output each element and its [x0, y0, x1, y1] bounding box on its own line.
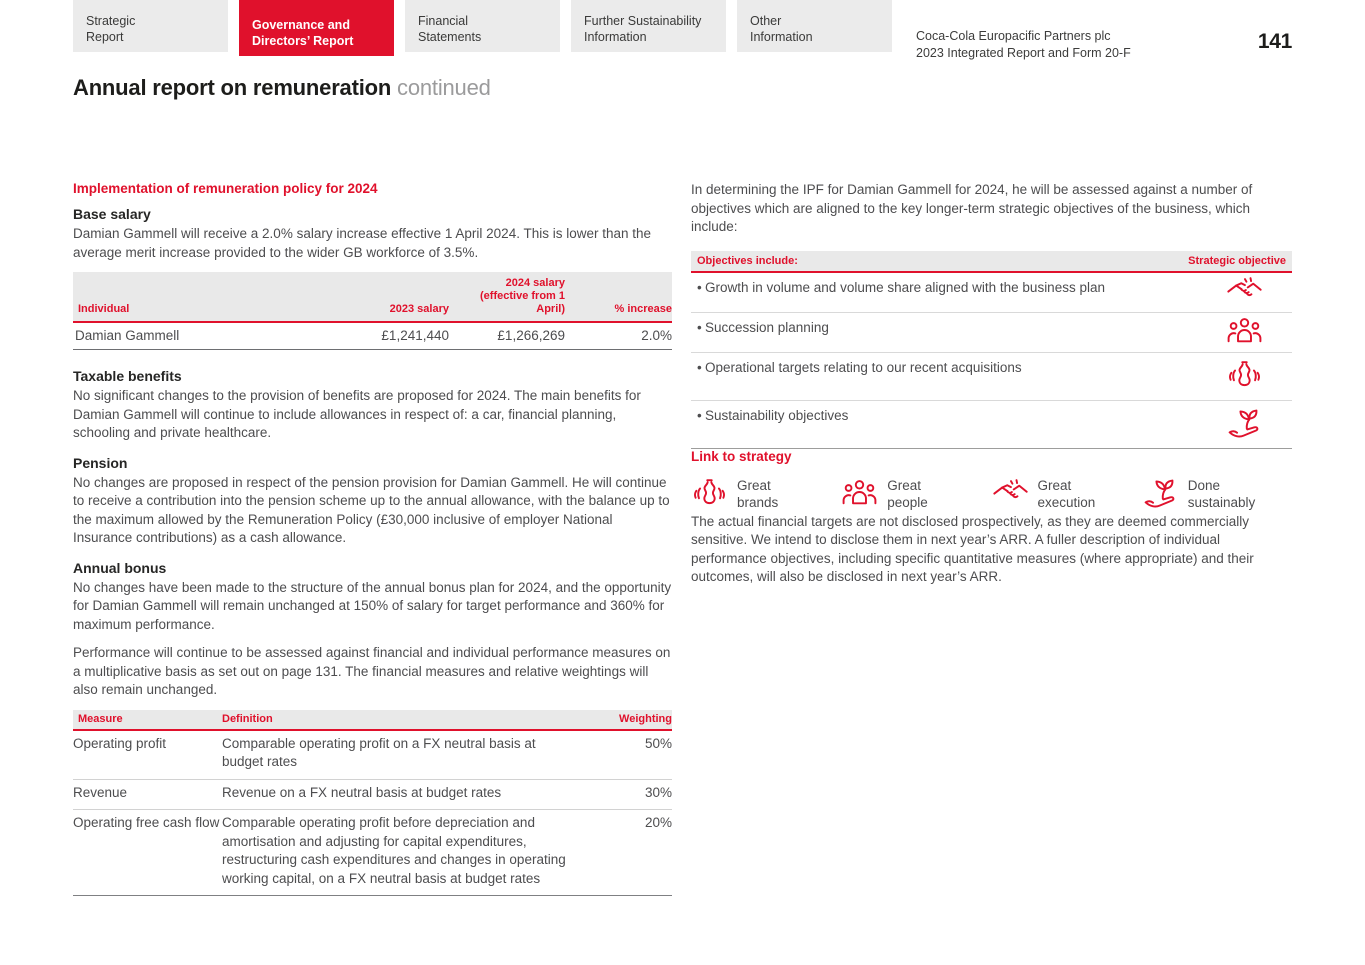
- handshake-icon: [1196, 273, 1292, 312]
- cell-weighting: 30%: [602, 779, 672, 810]
- people-icon: [841, 476, 878, 513]
- cell-definition: Comparable operating profit on a FX neutral basis at budget rates: [222, 730, 602, 780]
- col-header-2024-line1: 2024 salary: [505, 277, 565, 289]
- strategy-item-done-sustainably: [1142, 476, 1292, 513]
- objectives-header-left: Objectives include:: [697, 254, 798, 267]
- plant-hand-icon: [1196, 401, 1292, 448]
- bottle-icon: [691, 476, 728, 513]
- bonus-measures-table: [73, 710, 672, 897]
- tab-label: Other: [750, 14, 782, 28]
- cell-weighting: 20%: [602, 810, 672, 896]
- col-header-individual: Individual: [73, 272, 333, 322]
- heading-base-salary: Base salary: [73, 206, 151, 222]
- col-header-definition: Definition: [222, 710, 602, 730]
- header-right: [903, 0, 1292, 61]
- plant-hand-icon: [1142, 476, 1179, 513]
- tab-label: Statements: [418, 30, 482, 44]
- cell-individual: Damian Gammell: [73, 322, 333, 350]
- left-column: [73, 181, 672, 896]
- tab-label: Report: [86, 30, 124, 44]
- page-title-suffix: continued: [397, 75, 491, 100]
- content-columns: [73, 181, 1292, 896]
- salary-table-header-row: [73, 272, 672, 322]
- company-identifier: [916, 0, 1131, 61]
- table-row: [73, 322, 672, 350]
- strategy-label-line2: execution: [1037, 495, 1096, 510]
- list-item: [691, 273, 1292, 313]
- strategy-item-great-people: [841, 476, 991, 513]
- objective-text: Sustainability objectives: [705, 407, 849, 423]
- list-item: [691, 353, 1292, 401]
- heading-taxable-benefits: Taxable benefits: [73, 368, 182, 384]
- table-row: [73, 730, 672, 780]
- objectives-table: [691, 251, 1292, 449]
- page-title-main: Annual report on remuneration: [73, 75, 392, 100]
- cell-definition: Comparable operating profit before depreciation and amortisation and adjusting for capital expenditures, restructuring cash expenditures and changes in operating working capital, on a FX neutral basis at budget rates: [222, 810, 602, 896]
- cell-definition: Revenue on a FX neutral basis at budget rates: [222, 779, 602, 810]
- company-name: Coca-Cola Europacific Partners plc: [916, 29, 1111, 43]
- cell-2024-salary: £1,266,269: [449, 322, 565, 350]
- strategy-label-line1: Great: [1037, 477, 1072, 493]
- salary-table: [73, 272, 672, 350]
- col-header-increase: % increase: [565, 272, 672, 322]
- people-icon: [1196, 313, 1292, 352]
- page-title: [73, 75, 1292, 101]
- strategy-label-line1: Great: [887, 477, 922, 493]
- tab-governance-directors-report[interactable]: [239, 0, 394, 56]
- strategy-label-line2: people: [887, 495, 928, 510]
- objectives-header-right: Strategic objective: [1188, 254, 1286, 267]
- objective-text: Operational targets relating to our recent acquisitions: [705, 359, 1022, 375]
- tab-label: Information: [584, 30, 647, 44]
- strategy-label-line2: brands: [737, 495, 779, 510]
- list-item: [691, 313, 1292, 353]
- cell-2023-salary: £1,241,440: [333, 322, 449, 350]
- cell-increase: 2.0%: [565, 322, 672, 350]
- cell-weighting: 50%: [602, 730, 672, 780]
- bottle-icon: [1196, 353, 1292, 400]
- heading-link-to-strategy: Link to strategy: [691, 448, 792, 464]
- annual-bonus-text-2: Performance will continue to be assessed against financial and individual performance measures on a multiplicative basis as set out on page 131. The financial measures and relative weightings will also remain unchanged.: [73, 645, 671, 697]
- tab-strategic-report[interactable]: [73, 0, 228, 52]
- objective-text: Succession planning: [705, 319, 829, 335]
- strategy-label-line1: Done: [1187, 477, 1221, 493]
- bullet: •: [697, 359, 702, 375]
- tab-label: Directors’ Report: [252, 34, 354, 48]
- section-heading-implementation: Implementation of remuneration policy for 2024: [73, 181, 378, 196]
- bullet: •: [697, 279, 702, 295]
- bullet: •: [697, 319, 702, 335]
- measures-table-header-row: [73, 710, 672, 730]
- strategy-item-great-brands: [691, 476, 841, 513]
- taxable-benefits-text: No significant changes to the provision of benefits are proposed for 2024. The main benefits for Damian Gammell will continue to include allowances in respect of: a car, financial planning, schooling and private healthcare.: [73, 388, 641, 440]
- strategy-item-great-execution: [992, 476, 1142, 513]
- page-number: 141: [1257, 30, 1292, 53]
- tab-label: Governance and: [252, 18, 350, 32]
- tab-label: Strategic: [86, 14, 136, 28]
- table-row: [73, 810, 672, 896]
- cell-measure: Operating profit: [73, 730, 222, 780]
- heading-annual-bonus: Annual bonus: [73, 559, 167, 576]
- tab-further-sustainability-information[interactable]: [571, 0, 726, 52]
- report-name: 2023 Integrated Report and Form 20-F: [916, 45, 1131, 60]
- handshake-icon: [992, 476, 1029, 513]
- financial-targets-disclosure-text: The actual financial targets are not disclosed prospectively, as they are deemed commercially sensitive. We intend to disclose them in next year’s ARR. A fuller description of individual performance objectives, including specific quantitative measures (where appropriate) and their outcomes, will also be disclosed in next year’s ARR.: [691, 513, 1254, 584]
- base-salary-text: Damian Gammell will receive a 2.0% salary increase effective 1 April 2024. This is lower than the average merit increase provided to the wider GB workforce of 3.5%.: [73, 226, 652, 260]
- tab-other-information[interactable]: [737, 0, 892, 52]
- strategy-legend: [691, 476, 1292, 513]
- cell-measure: Revenue: [73, 779, 222, 810]
- objective-text: Growth in volume and volume share aligned with the business plan: [705, 279, 1105, 295]
- section-tabbar: [0, 0, 1365, 61]
- cell-measure: Operating free cash flow: [73, 810, 222, 896]
- table-row: [73, 779, 672, 810]
- right-column: [691, 181, 1292, 896]
- bullet: •: [697, 407, 702, 423]
- col-header-weighting: Weighting: [602, 710, 672, 730]
- list-item: [691, 401, 1292, 449]
- strategy-label-line2: sustainably: [1187, 495, 1256, 510]
- tab-label: Information: [750, 30, 813, 44]
- tab-label: Further Sustainability: [584, 14, 702, 28]
- col-header-2023-salary: 2023 salary: [333, 272, 449, 322]
- heading-pension: Pension: [73, 454, 128, 471]
- pension-text: No changes are proposed in respect of the pension provision for Damian Gammell. He will continue to receive a contribution into the pension scheme up to the annual allowance, with the balance up to the maximum allowed by the Remuneration Policy (£30,000 inclusive of employer National Insurance contributions) as a cash allowance.: [73, 474, 670, 545]
- col-header-2024-line2: (effective from 1 April): [480, 290, 565, 315]
- ipf-intro-text: In determining the IPF for Damian Gammell for 2024, he will be assessed against a number of objectives which are aligned to the key longer-term strategic objectives of the business, which include:: [691, 182, 1253, 234]
- strategy-label-line1: Great: [737, 477, 771, 493]
- annual-bonus-text-1: No changes have been made to the structure of the annual bonus plan for 2024, and the opportunity for Damian Gammell will remain unchanged at 150% of salary for target performance and 360% for maximum performance.: [73, 579, 672, 632]
- col-header-2024-salary: [449, 272, 565, 322]
- col-header-measure: Measure: [73, 710, 222, 730]
- tab-financial-statements[interactable]: [405, 0, 560, 52]
- objectives-table-header: [691, 251, 1292, 273]
- tab-label: Financial: [418, 14, 469, 28]
